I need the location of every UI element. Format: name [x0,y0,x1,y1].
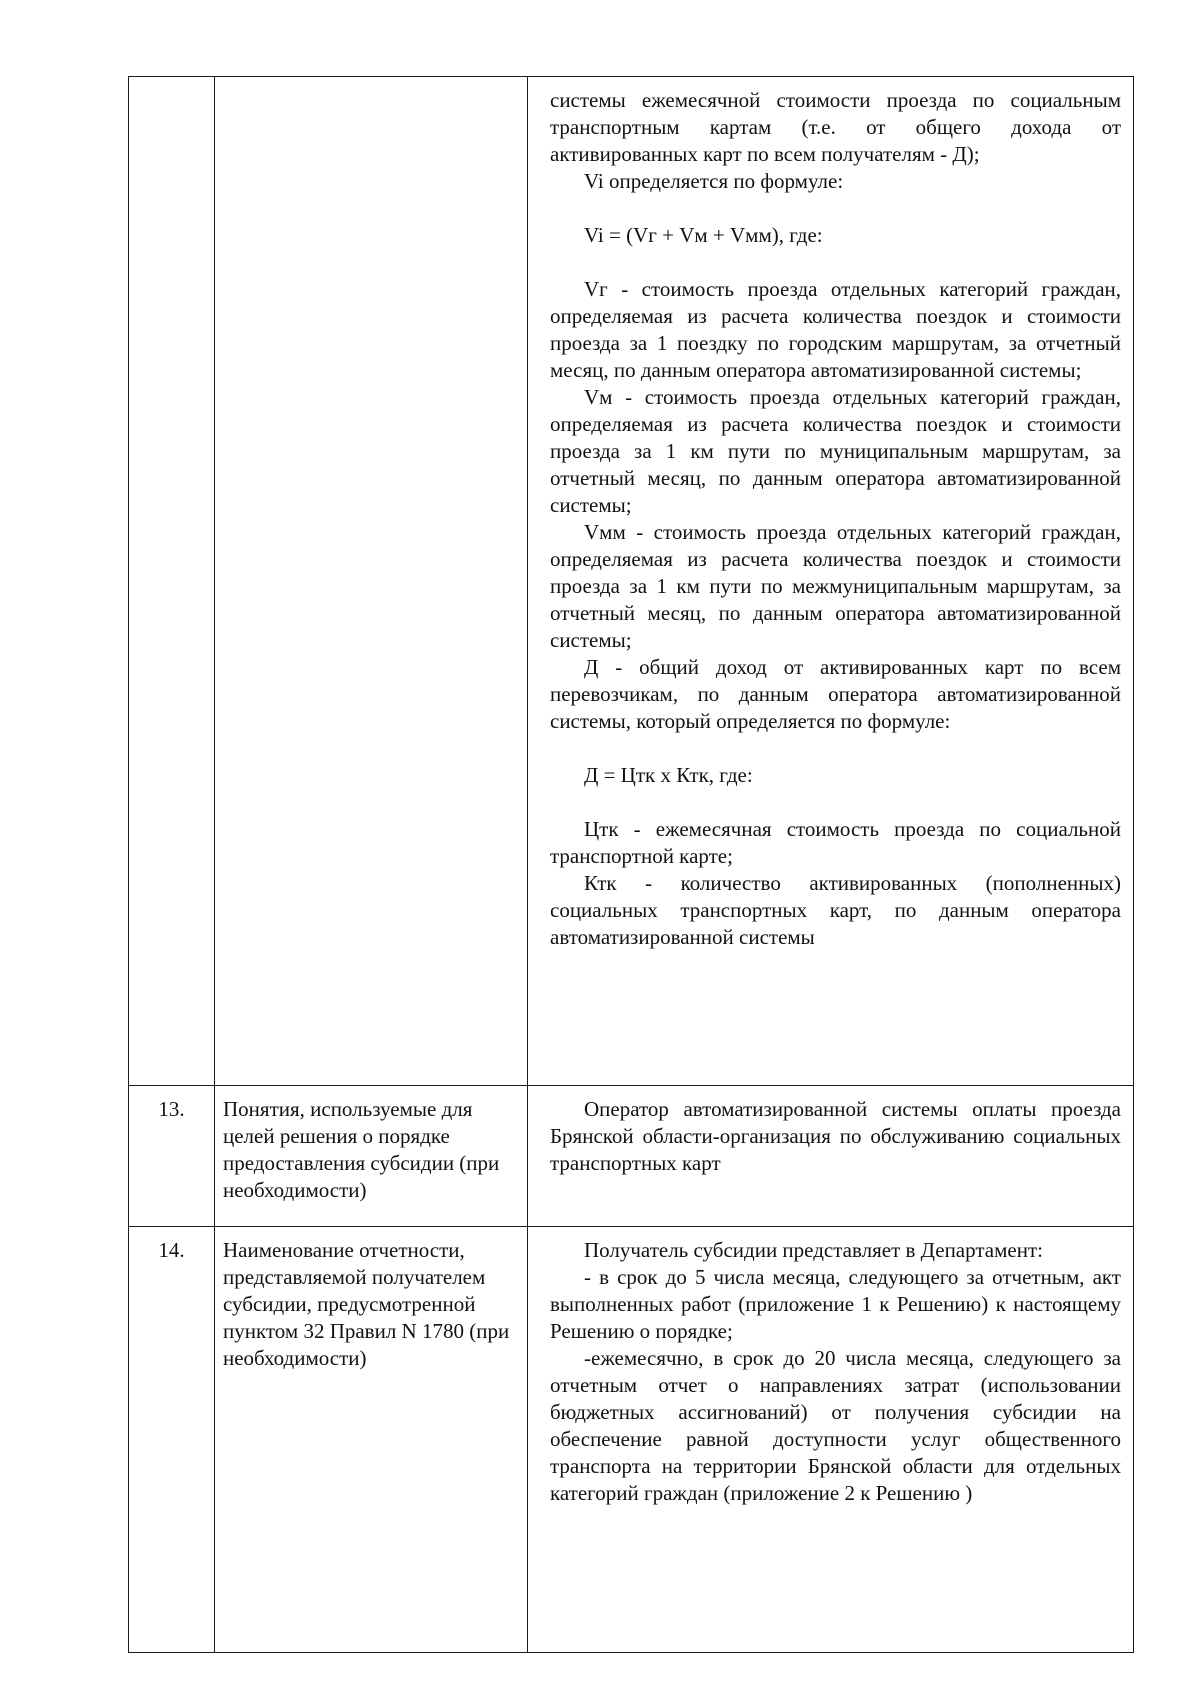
table-row-13 [129,1086,1134,1227]
row-name-cell [215,77,528,1086]
row-description-cell [528,77,1134,1086]
row-number-cell: 14. [129,1227,215,1653]
table-row-continued [129,77,1134,1086]
row-name-text: Понятия, используемые для целей решения о порядке предоставления субсидии (при необходимости) [223,1097,500,1202]
paragraph-operator-definition: Оператор автоматизированной системы оплаты проезда Брянской области-организация по обслуживанию социальных транспортных карт [550,1097,1121,1175]
formula-d: Д = Цтк х Ктк, где: [584,763,753,787]
row-number-cell [129,77,215,1086]
table-row-14 [129,1227,1134,1653]
paragraph-ktk-definition: Ктк - количество активированных (пополненных) социальных транспортных карт, по данным оператора автоматизированной системы [550,871,1121,949]
row-number-cell: 13. [129,1086,215,1227]
paragraph-recipient-submits: Получатель субсидии представляет в Департамент: [584,1238,1043,1262]
formula-vi: Vi = (Vг + Vм + Vмм), где: [584,223,823,247]
row-name-text: Наименование отчетности, представляемой получателем субсидии, предусмотренной пунктом 32 Правил N 1780 (при необходимости) [223,1238,510,1370]
paragraph-vg-definition: Vг - стоимость проезда отдельных категорий граждан, определяемая из расчета количества поездок и стоимости проезда за 1 поездку по городским маршрутам, за отчетный месяц, по данным оператора автоматизированной системы; [550,277,1121,382]
paragraph-act-deadline: - в срок до 5 числа месяца, следующего за отчетным, акт выполненных работ (приложение 1 к Решению) к настоящему Решению о порядке; [550,1265,1121,1343]
paragraph-vmm-definition: Vмм - стоимость проезда отдельных категорий граждан, определяемая из расчета количества поездок и стоимости проезда за 1 км пути по межмуниципальным маршрутам, за отчетный месяц, по данным оператора автоматизированной системы; [550,520,1121,652]
document-table [128,76,1134,1653]
row-description-cell [528,1227,1134,1653]
row-name-cell [215,1086,528,1227]
row-name-cell [215,1227,528,1653]
paragraph-income-definition: системы ежемесячной стоимости проезда по социальным транспортным картам (т.е. от общего дохода от активированных карт по всем получателям - Д); [550,88,1121,166]
paragraph-vm-definition: Vм - стоимость проезда отдельных категорий граждан, определяемая из расчета количества поездок и стоимости проезда за 1 км пути по муниципальным маршрутам, за отчетный месяц, по данным оператора автоматизированной системы; [550,385,1121,517]
paragraph-vi-intro: Vi определяется по формуле: [584,169,844,193]
paragraph-d-definition: Д - общий доход от активированных карт по всем перевозчикам, по данным оператора автоматизированной системы, который определяется по формуле: [550,655,1121,733]
paragraph-monthly-report: -ежемесячно, в срок до 20 числа месяца, следующего за отчетным отчет о направлениях затрат (использовании бюджетных ассигнований) от получения субсидии на обеспечение равной доступности услуг общественного транспорта на территории Брянской области для отдельных категорий граждан (приложение 2 к Решению ) [550,1346,1121,1505]
row-description-cell [528,1086,1134,1227]
paragraph-ctk-definition: Цтк - ежемесячная стоимость проезда по социальной транспортной карте; [550,817,1121,868]
